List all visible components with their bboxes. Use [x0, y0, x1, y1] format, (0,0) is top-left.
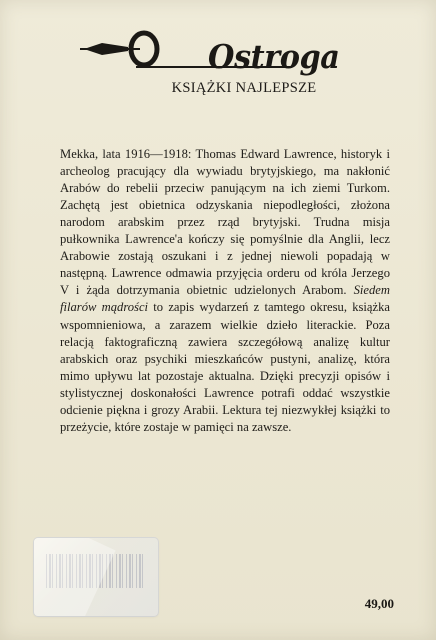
- barcode-sticker: [34, 538, 158, 616]
- book-description: [60, 146, 390, 437]
- publisher-name: Ostroga: [208, 37, 340, 76]
- description-part-2: to zapis wydarzeń z tamtego okresu, książka wspomnieniowa, a zarazem wielkie dzieło literackie. Poza relacją faktograficzną zawiera szczegółową analizę kultur arabskich oraz psychiki mieszkańców pustyni, analizę, która mimo upływu lat pozostaje aktualna. Dzięki precyzji opisów i stylistycznej doskonałości Lawrence potrafi oddać wszystkie odcienie piękna i grozy Arabii. Lektura tej niezwykłej książki to przeżycie, które zostaje w pamięci na zawsze.: [60, 300, 390, 435]
- series-title: KSIĄŻKI NAJLEPSZE: [171, 80, 317, 96]
- description-part-1: Mekka, lata 1916—1918: Thomas Edward Lawrence, historyk i archeolog pracujący dla wywiadu brytyjskiego, ma nakłonić Arabów do rebelii przeciw panującym na ich ziemi Turkom. Zachętą jest obietnica odzyskania niepodległości, złożona narodom arabskim przez rząd brytyjski. Trudna misja pułkownika Lawrence'a kończy się pomyślnie dla Anglii, lecz Arabowie zostają oszukani i z jednej niewoli popadają w następną. Lawrence odmawia przyjęcia orderu od króla Jerzego V i żąda dotrzymania obietnic udzielonych Arabom.: [60, 146, 390, 298]
- book-title-italic: Siedem filarów mądrości: [60, 283, 390, 315]
- publisher-logo: [80, 26, 340, 76]
- price-label: 49,00: [364, 596, 394, 611]
